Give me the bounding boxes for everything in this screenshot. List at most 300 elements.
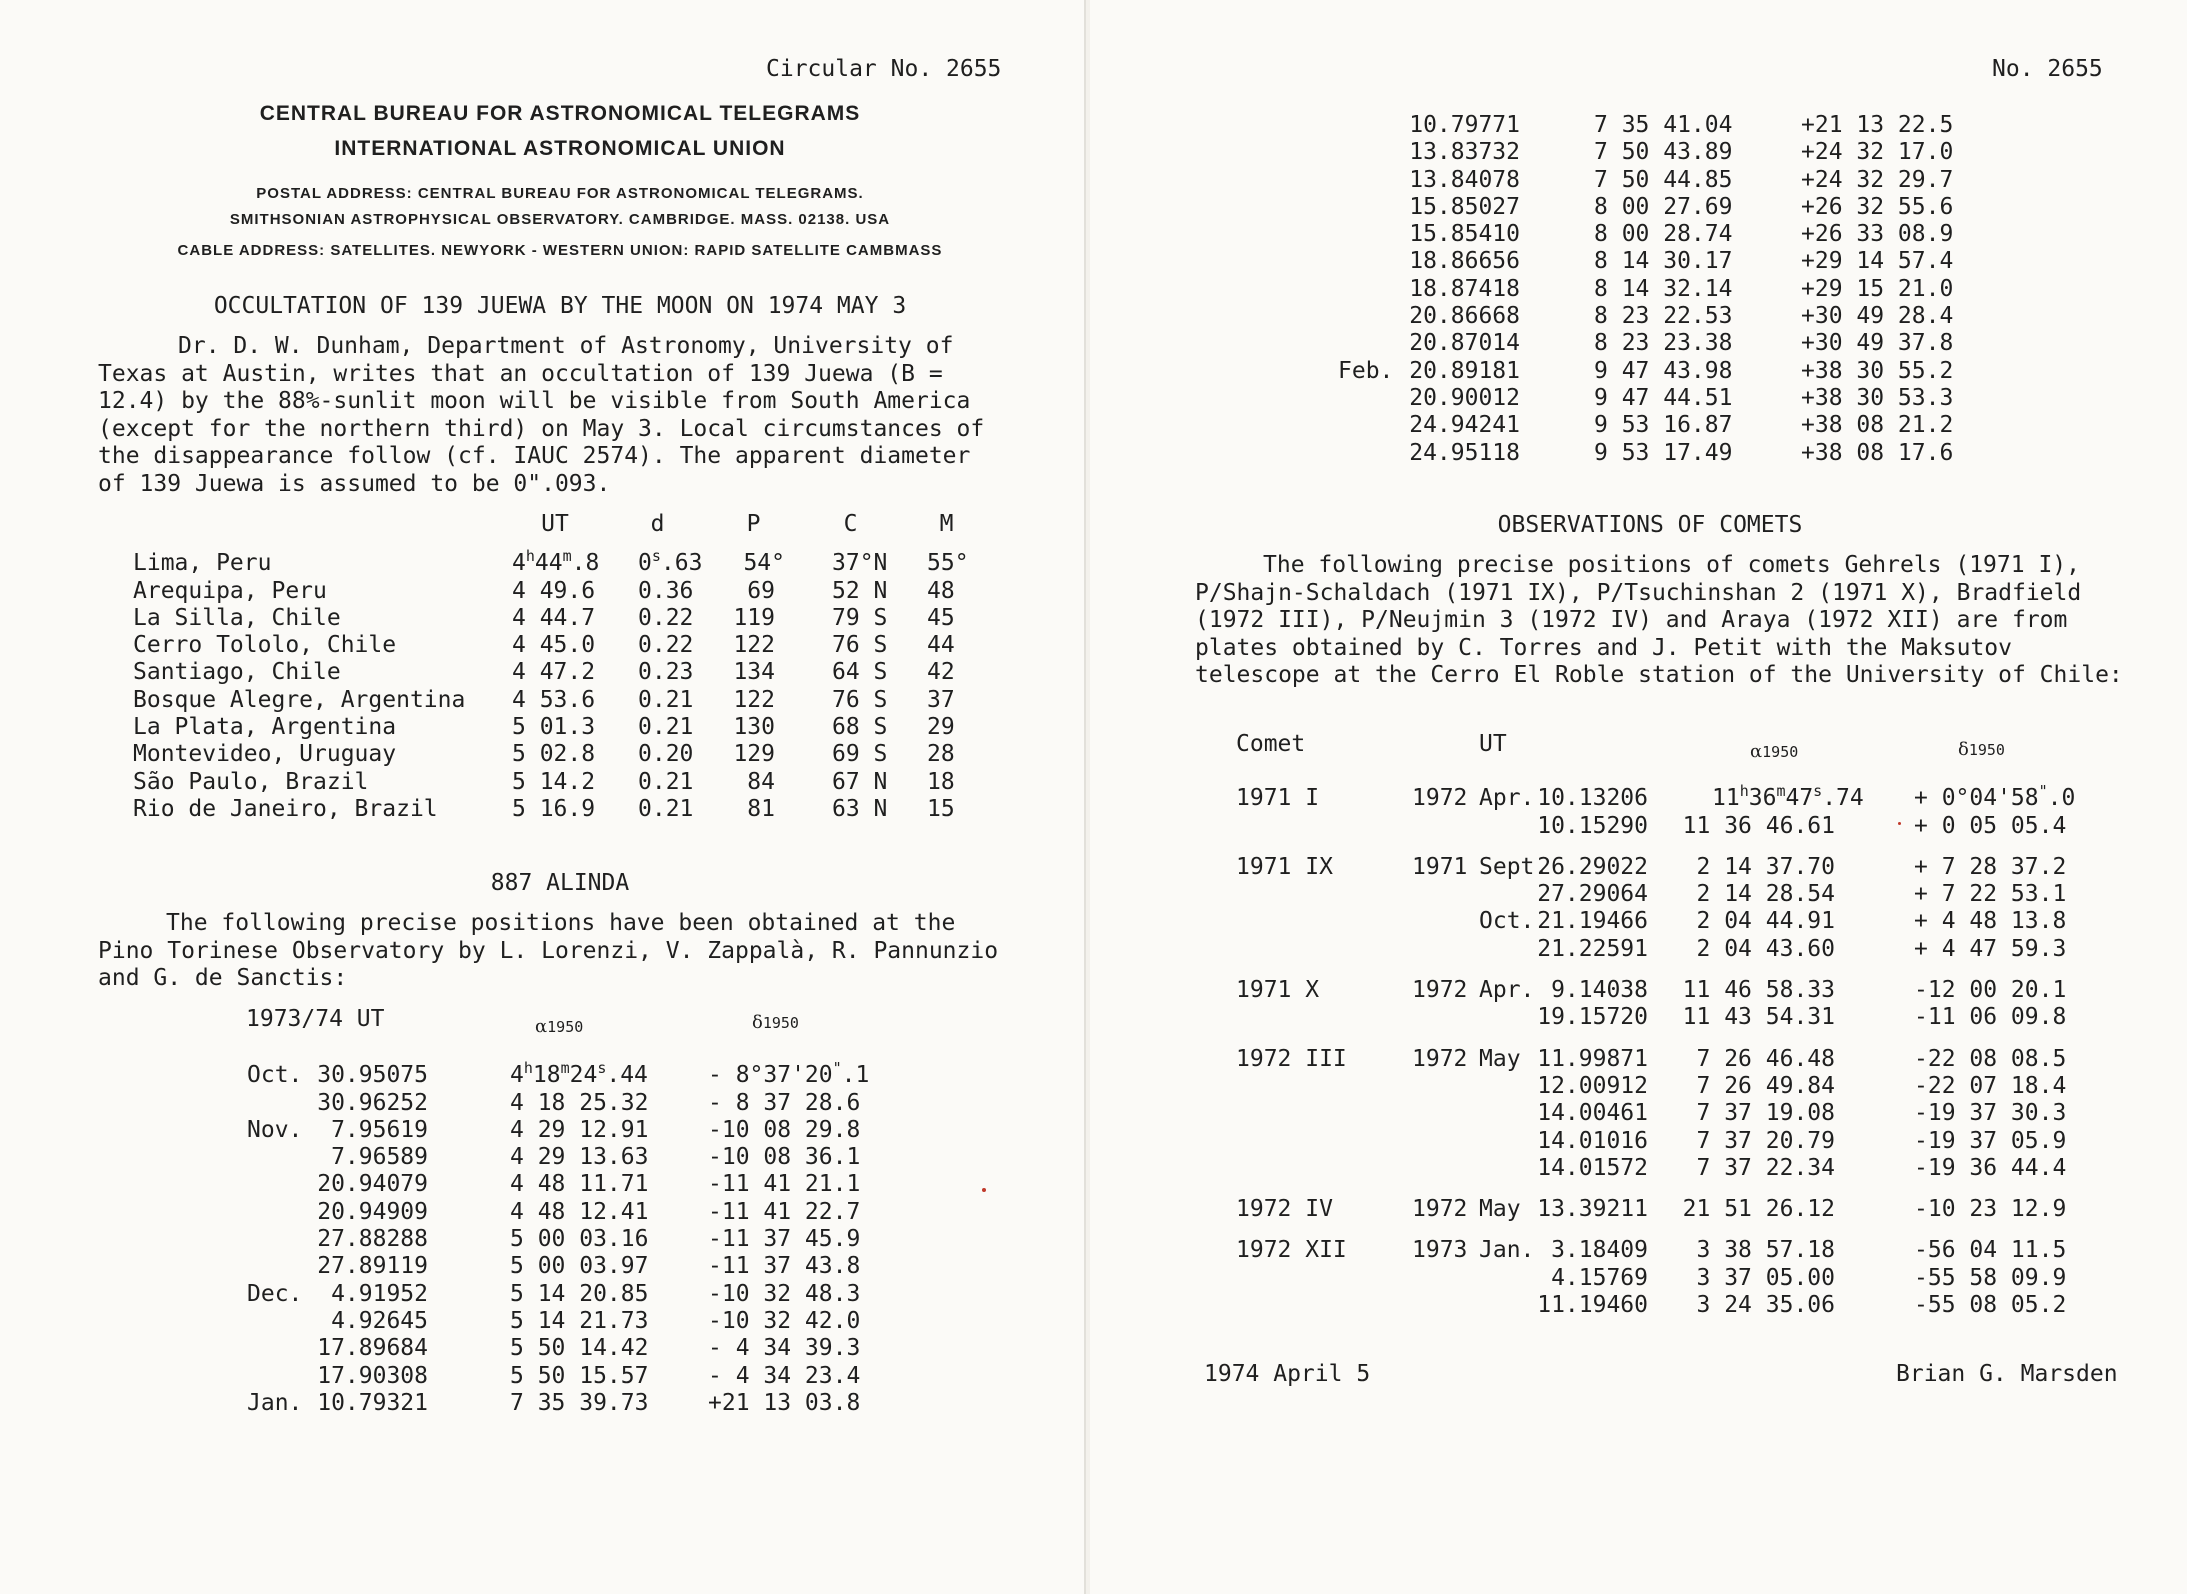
dec: -55 08 05.2 — [1914, 1292, 2067, 1319]
day: 27.89119 — [317, 1253, 428, 1280]
comet-row — [1090, 1265, 2187, 1292]
comet-rows — [1090, 813, 2187, 1320]
dec: -11 06 09.8 — [1914, 1004, 2067, 1031]
ra: 9 53 16.87 — [1594, 412, 1733, 439]
ra: 8 23 23.38 — [1594, 330, 1733, 357]
comet: 1972 III — [1236, 1045, 1347, 1072]
right-page — [1090, 0, 2187, 1594]
ut: 4 53.6 — [512, 686, 596, 713]
ra: 9 47 43.98 — [1594, 357, 1733, 384]
cable-address: CABLE ADDRESS: SATELLITES. NEWYORK - WESTERN UNION: RAPID SATELLITE CAMBMASS — [177, 242, 943, 259]
d: 0.23 — [638, 659, 694, 686]
postal-address-2: SMITHSONIAN ASTROPHYSICAL OBSERVATORY. CAMBRIDGE. MASS. 02138. USA — [229, 211, 891, 228]
ra: 7 50 43.89 — [1594, 139, 1733, 166]
place: Cerro Tololo, Chile — [133, 632, 397, 659]
dec: +38 08 17.6 — [1801, 439, 1954, 466]
day: 13.39211 — [1537, 1196, 1648, 1223]
occultation-row — [0, 741, 1084, 768]
header-m: M — [939, 511, 954, 537]
dec: -10 23 12.9 — [1914, 1196, 2067, 1223]
c: 69 S — [832, 741, 888, 768]
m: 44 — [927, 632, 955, 659]
alinda-row — [1090, 221, 2187, 248]
ut: 5 14.2 — [512, 768, 596, 795]
comet-row — [1090, 881, 2187, 908]
dec: + 4 47 59.3 — [1914, 935, 2067, 962]
p: 122 — [733, 632, 775, 659]
dec: -10 08 29.8 — [708, 1116, 861, 1143]
ra: 5 14 21.73 — [510, 1307, 649, 1334]
day: 10.13206 — [1537, 785, 1648, 812]
month: Jan. — [1479, 1237, 1535, 1264]
year: 1972 — [1412, 977, 1468, 1004]
day: 14.00461 — [1537, 1100, 1648, 1127]
comet-row — [1090, 782, 2187, 812]
comet: 1971 I — [1236, 785, 1320, 812]
dec: -12 00 20.1 — [1914, 977, 2067, 1004]
c: 76 S — [832, 686, 888, 713]
month: Nov. — [247, 1116, 303, 1143]
comet-row — [1090, 1046, 2187, 1073]
alinda-row — [0, 1171, 1084, 1198]
place: São Paulo, Brazil — [133, 768, 369, 795]
alinda-row — [1090, 276, 2187, 303]
comets-table — [1090, 731, 2187, 1319]
dec: -11 37 45.9 — [708, 1226, 861, 1253]
header-alpha: α1950 — [535, 1016, 584, 1037]
ra: 2 04 43.60 — [1696, 935, 1835, 962]
place: Santiago, Chile — [133, 659, 341, 686]
dec: +26 32 55.6 — [1801, 193, 1954, 220]
d: 0.21 — [638, 686, 694, 713]
dec: -19 37 05.9 — [1914, 1127, 2067, 1154]
m: 45 — [927, 604, 955, 631]
p: 134 — [733, 659, 775, 686]
alinda-row — [0, 1335, 1084, 1362]
dec: -55 58 09.9 — [1914, 1264, 2067, 1291]
alinda-row — [0, 1117, 1084, 1144]
org-name: CENTRAL BUREAU FOR ASTRONOMICAL TELEGRAMS — [259, 102, 861, 125]
alinda-row — [1090, 167, 2187, 194]
comet-row — [1090, 1155, 2187, 1182]
place: Montevideo, Uruguay — [133, 741, 397, 768]
d: 0.21 — [638, 795, 694, 822]
day: 4.92645 — [331, 1307, 428, 1334]
m: 48 — [927, 577, 955, 604]
comet-row — [1090, 1237, 2187, 1264]
dec: +30 49 28.4 — [1801, 303, 1954, 330]
alinda-row — [0, 1281, 1084, 1308]
dec: +24 32 29.7 — [1801, 166, 1954, 193]
d: 0.21 — [638, 768, 694, 795]
dec: +21 13 22.5 — [1801, 112, 1954, 138]
alinda-row — [0, 1059, 1084, 1089]
month: Apr. — [1479, 785, 1535, 812]
day: 14.01572 — [1537, 1154, 1648, 1181]
dec: +38 30 55.2 — [1801, 357, 1954, 384]
dec: +24 32 17.0 — [1801, 139, 1954, 166]
ra: 9 47 44.51 — [1594, 384, 1733, 411]
comet-row — [1090, 854, 2187, 881]
alinda-row — [1090, 139, 2187, 166]
ra: 5 00 03.97 — [510, 1253, 649, 1280]
occultation-text: Dr. D. W. Dunham, Department of Astronomy, University of Texas at Austin, writes that an occultation of 139 Juewa (B = 12.4) by the 88%-sunlit moon will be visible from South America (except for the northern third) on May 3. Local circumstances of the disappearance follow (cf. IAUC 2574). The apparent diameter of 139 Juewa is assumed to be 0".093. — [98, 333, 985, 497]
alinda-row — [1090, 440, 2187, 467]
ra: 4 29 13.63 — [510, 1144, 649, 1171]
day: 26.29022 — [1537, 853, 1648, 880]
year: 1972 — [1412, 1196, 1468, 1223]
ra: 4$^h$18$^m$24$^s$.44 — [510, 1059, 648, 1089]
day: 19.15720 — [1537, 1004, 1648, 1031]
alinda-table-continued — [1090, 112, 2187, 467]
day: 17.89684 — [317, 1335, 428, 1362]
ra: 3 38 57.18 — [1696, 1237, 1835, 1264]
issue-date: 1974 April 5 — [1204, 1361, 1371, 1387]
place: La Plata, Argentina — [133, 714, 397, 741]
place: Lima, Peru — [133, 550, 272, 577]
c: 68 S — [832, 714, 888, 741]
ra: 7 37 20.79 — [1696, 1127, 1835, 1154]
occultation-table — [0, 511, 1084, 823]
d: 0.20 — [638, 741, 694, 768]
day: 20.87014 — [1409, 330, 1520, 357]
day: 15.85410 — [1409, 221, 1520, 248]
page-number: No. 2655 — [1992, 56, 2103, 82]
year: 1972 — [1412, 1045, 1468, 1072]
ra: 3 24 35.06 — [1696, 1292, 1835, 1319]
ra: 2 04 44.91 — [1696, 908, 1835, 935]
day: 4.91952 — [331, 1280, 428, 1307]
comet: 1971 X — [1236, 977, 1320, 1004]
dec: +29 14 57.4 — [1801, 248, 1954, 275]
header-ut: UT — [541, 511, 569, 537]
month: Oct. — [1479, 908, 1535, 935]
occultation-row — [0, 578, 1084, 605]
day: 18.86656 — [1409, 248, 1520, 275]
ink-dot — [982, 1188, 986, 1192]
alinda-text: The following precise positions have been obtained at the Pino Torinese Observatory by L. Lorenzi, V. Zappalà, R. Pannunzio and G. de Sanctis: — [98, 910, 999, 991]
dec: +29 15 21.0 — [1801, 275, 1954, 302]
ra: 2 14 28.54 — [1696, 881, 1835, 908]
day: 3.18409 — [1551, 1237, 1648, 1264]
ra: 5 14 20.85 — [510, 1280, 649, 1307]
month: Apr. — [1479, 977, 1535, 1004]
month: May — [1479, 1045, 1521, 1072]
day: 11.99871 — [1537, 1045, 1648, 1072]
dec: + 7 22 53.1 — [1914, 881, 2067, 908]
comet-row — [1090, 1004, 2187, 1031]
dec: -11 37 43.8 — [708, 1253, 861, 1280]
header-alpha: α1950 — [1750, 741, 1799, 762]
d: 0.22 — [638, 604, 694, 631]
c: 79 S — [832, 604, 888, 631]
ra: 4 29 12.91 — [510, 1116, 649, 1143]
alinda-row — [0, 1090, 1084, 1117]
alinda-title: 887 ALINDA — [490, 870, 630, 896]
ut: 4 49.6 — [512, 577, 596, 604]
ra: 4 48 12.41 — [510, 1198, 649, 1225]
dec: -19 36 44.4 — [1914, 1154, 2067, 1181]
c: 52 N — [832, 577, 888, 604]
occultation-row — [0, 769, 1084, 796]
day: 10.79321 — [317, 1389, 428, 1416]
m: 42 — [927, 659, 955, 686]
ra: 11 36 46.61 — [1682, 812, 1835, 839]
alinda-row — [0, 1226, 1084, 1253]
c: 64 S — [832, 659, 888, 686]
day: 21.19466 — [1537, 908, 1648, 935]
ra: 7 26 49.84 — [1696, 1072, 1835, 1099]
ra: 7 37 19.08 — [1696, 1100, 1835, 1127]
occultation-row — [0, 547, 1084, 577]
comet-row — [1090, 1128, 2187, 1155]
year: 1972 — [1412, 785, 1468, 812]
ut: 4 47.2 — [512, 659, 596, 686]
comets-text: The following precise positions of comets Gehrels (1971 I), P/Shajn-Schaldach (1971 IX), P/Tsuchinshan 2 (1971 X), Bradfield (1972 III), P/Neujmin 3 (1972 IV) and Araya (1972 XII) are from plates obtained by C. Torres and J. Petit with the Maksutov telescope at the Cerro El Roble station of the University of Chile: — [1195, 552, 2123, 688]
day: 11.19460 — [1537, 1292, 1648, 1319]
p: 69 — [747, 577, 775, 604]
day: 20.94079 — [317, 1171, 428, 1198]
month: Dec. — [247, 1280, 303, 1307]
occultation-row — [0, 796, 1084, 823]
ra: 7 50 44.85 — [1594, 166, 1733, 193]
year: 1973 — [1412, 1237, 1468, 1264]
ut: 4 44.7 — [512, 604, 596, 631]
dec: -10 32 48.3 — [708, 1280, 861, 1307]
place: Bosque Alegre, Argentina — [133, 686, 466, 713]
day: 24.95118 — [1409, 439, 1520, 466]
place: Arequipa, Peru — [133, 577, 327, 604]
ra: 7 37 22.34 — [1696, 1154, 1835, 1181]
comet: 1972 IV — [1236, 1196, 1333, 1223]
occultation-row — [0, 605, 1084, 632]
ra: 11$^h$36$^m$47$^s$.74 — [1712, 782, 1864, 812]
day: 7.96589 — [331, 1144, 428, 1171]
p: 129 — [733, 741, 775, 768]
header-delta: δ1950 — [752, 1012, 799, 1033]
dec: - 8°37'20".1 — [708, 1059, 870, 1089]
ut: 4$^h$44$^m$.8 — [512, 547, 600, 577]
day: 14.01016 — [1537, 1127, 1648, 1154]
day: 9.14038 — [1551, 977, 1648, 1004]
dec: - 8 37 28.6 — [708, 1089, 861, 1116]
occultation-row — [0, 632, 1084, 659]
day: 15.85027 — [1409, 193, 1520, 220]
dec: -22 07 18.4 — [1914, 1072, 2067, 1099]
p: 119 — [733, 604, 775, 631]
dec: +38 30 53.3 — [1801, 384, 1954, 411]
alinda-row — [1090, 248, 2187, 275]
dec: + 0 05 05.4 — [1914, 812, 2067, 839]
day: 20.86668 — [1409, 303, 1520, 330]
comet-row — [1090, 813, 2187, 840]
occultation-title: OCCULTATION OF 139 JUEWA BY THE MOON ON 1974 MAY 3 — [213, 293, 907, 319]
p: 130 — [733, 714, 775, 741]
occultation-row — [0, 659, 1084, 686]
occultation-row — [0, 687, 1084, 714]
c: 76 S — [832, 632, 888, 659]
dec: +21 13 03.8 — [708, 1389, 861, 1416]
day: 24.94241 — [1409, 412, 1520, 439]
occultation-rows — [0, 578, 1084, 824]
ra: 7 35 41.04 — [1594, 112, 1733, 138]
alinda-table — [0, 1006, 1084, 1417]
m: 28 — [927, 741, 955, 768]
place: Rio de Janeiro, Brazil — [133, 795, 438, 822]
dec: +30 49 37.8 — [1801, 330, 1954, 357]
ra: 8 00 27.69 — [1594, 193, 1733, 220]
comet-row — [1090, 977, 2187, 1004]
header-p: P — [746, 511, 761, 537]
day: 4.15769 — [1551, 1264, 1648, 1291]
day: 20.94909 — [317, 1198, 428, 1225]
dec: + 0°04'58".0 — [1914, 782, 2076, 812]
day: 30.96252 — [317, 1089, 428, 1116]
d: 0.36 — [638, 577, 694, 604]
p: 84 — [747, 768, 775, 795]
header-d: d — [650, 511, 665, 537]
dec: -10 08 36.1 — [708, 1144, 861, 1171]
ra: 11 43 54.31 — [1682, 1004, 1835, 1031]
c: 37°N — [832, 550, 888, 577]
dec: +26 33 08.9 — [1801, 221, 1954, 248]
header-delta: δ1950 — [1958, 739, 2005, 760]
c: 67 N — [832, 768, 888, 795]
alinda-row — [0, 1390, 1084, 1417]
c: 63 N — [832, 795, 888, 822]
occultation-header-row — [0, 511, 1084, 538]
alinda-row — [1090, 112, 2187, 139]
day: 20.89181 — [1409, 357, 1520, 384]
ink-dot — [1898, 822, 1901, 825]
dec: -11 41 21.1 — [708, 1171, 861, 1198]
occultation-row — [0, 714, 1084, 741]
p: 81 — [747, 795, 775, 822]
header-date: 1973/74 UT — [246, 1006, 385, 1032]
m: 55° — [927, 550, 969, 577]
ut: 5 02.8 — [512, 741, 596, 768]
alinda-row — [0, 1199, 1084, 1226]
ra: 4 18 25.32 — [510, 1089, 649, 1116]
dec: -56 04 11.5 — [1914, 1237, 2067, 1264]
header-ut: UT — [1479, 731, 1507, 757]
alinda-row — [1090, 358, 2187, 385]
month: Feb. — [1338, 357, 1394, 384]
p: 122 — [733, 686, 775, 713]
postal-address-1: POSTAL ADDRESS: CENTRAL BUREAU FOR ASTRONOMICAL TELEGRAMS. — [256, 185, 864, 202]
day: 10.15290 — [1537, 812, 1648, 839]
ra: 7 26 46.48 — [1696, 1045, 1835, 1072]
ra: 11 46 58.33 — [1682, 977, 1835, 1004]
place: La Silla, Chile — [133, 604, 341, 631]
comet-row — [1090, 1292, 2187, 1319]
ra: 5 00 03.16 — [510, 1226, 649, 1253]
ra: 2 14 37.70 — [1696, 853, 1835, 880]
ut: 5 01.3 — [512, 714, 596, 741]
dec: - 4 34 39.3 — [708, 1335, 861, 1362]
m: 15 — [927, 795, 955, 822]
header-c: C — [843, 511, 858, 537]
comet: 1972 XII — [1236, 1237, 1347, 1264]
year: 1971 — [1412, 853, 1468, 880]
alinda-row — [1090, 303, 2187, 330]
alinda-rows — [0, 1090, 1084, 1418]
month: May — [1479, 1196, 1521, 1223]
month: Sept. — [1479, 853, 1549, 880]
ra: 8 14 30.17 — [1594, 248, 1733, 275]
ra: 8 23 22.53 — [1594, 303, 1733, 330]
header-comet: Comet — [1236, 731, 1306, 757]
day: 27.88288 — [317, 1226, 428, 1253]
day: 27.29064 — [1537, 881, 1648, 908]
dec: + 7 28 37.2 — [1914, 853, 2067, 880]
dec: -11 41 22.7 — [708, 1198, 861, 1225]
ra: 5 50 15.57 — [510, 1362, 649, 1389]
ra: 9 53 17.49 — [1594, 439, 1733, 466]
day: 30.95075 — [317, 1062, 428, 1089]
comets-title: OBSERVATIONS OF COMETS — [1497, 512, 1803, 538]
ra: 21 51 26.12 — [1682, 1196, 1835, 1223]
signature: Brian G. Marsden — [1896, 1361, 2118, 1387]
alinda-row — [1090, 330, 2187, 357]
comets-header-row — [1090, 731, 2187, 762]
dec: +38 08 21.2 — [1801, 412, 1954, 439]
ra: 3 37 05.00 — [1696, 1264, 1835, 1291]
ra: 8 14 32.14 — [1594, 275, 1733, 302]
dec: + 4 48 13.8 — [1914, 908, 2067, 935]
ut: 4 45.0 — [512, 632, 596, 659]
day: 13.84078 — [1409, 166, 1520, 193]
comet-row — [1090, 936, 2187, 963]
alinda-row — [1090, 194, 2187, 221]
dec: - 4 34 23.4 — [708, 1362, 861, 1389]
comet-row — [1090, 1196, 2187, 1223]
ra: 4 48 11.71 — [510, 1171, 649, 1198]
d: 0.21 — [638, 714, 694, 741]
ra: 5 50 14.42 — [510, 1335, 649, 1362]
comet-row — [1090, 908, 2187, 935]
day: 20.90012 — [1409, 384, 1520, 411]
d: 0$^s$.63 — [638, 547, 703, 577]
org-union: INTERNATIONAL ASTRONOMICAL UNION — [334, 137, 786, 160]
day: 12.00912 — [1537, 1072, 1648, 1099]
month: Oct. — [247, 1062, 303, 1089]
alinda-row — [0, 1253, 1084, 1280]
m: 29 — [927, 714, 955, 741]
alinda-header-row — [0, 1006, 1084, 1037]
day: 10.79771 — [1409, 112, 1520, 138]
comet-row — [1090, 1100, 2187, 1127]
day: 13.83732 — [1409, 139, 1520, 166]
comet: 1971 IX — [1236, 853, 1333, 880]
m: 37 — [927, 686, 955, 713]
alinda-row — [0, 1363, 1084, 1390]
ra: 8 00 28.74 — [1594, 221, 1733, 248]
day: 7.95619 — [331, 1116, 428, 1143]
dec: -10 32 42.0 — [708, 1307, 861, 1334]
alinda-continued-rows — [1090, 112, 2187, 467]
dec: -19 37 30.3 — [1914, 1100, 2067, 1127]
alinda-row — [1090, 412, 2187, 439]
day: 18.87418 — [1409, 275, 1520, 302]
left-page — [0, 0, 1086, 1594]
alinda-row — [1090, 385, 2187, 412]
m: 18 — [927, 768, 955, 795]
ra: 7 35 39.73 — [510, 1389, 649, 1416]
ut: 5 16.9 — [512, 795, 596, 822]
day: 17.90308 — [317, 1362, 428, 1389]
comet-row — [1090, 1073, 2187, 1100]
